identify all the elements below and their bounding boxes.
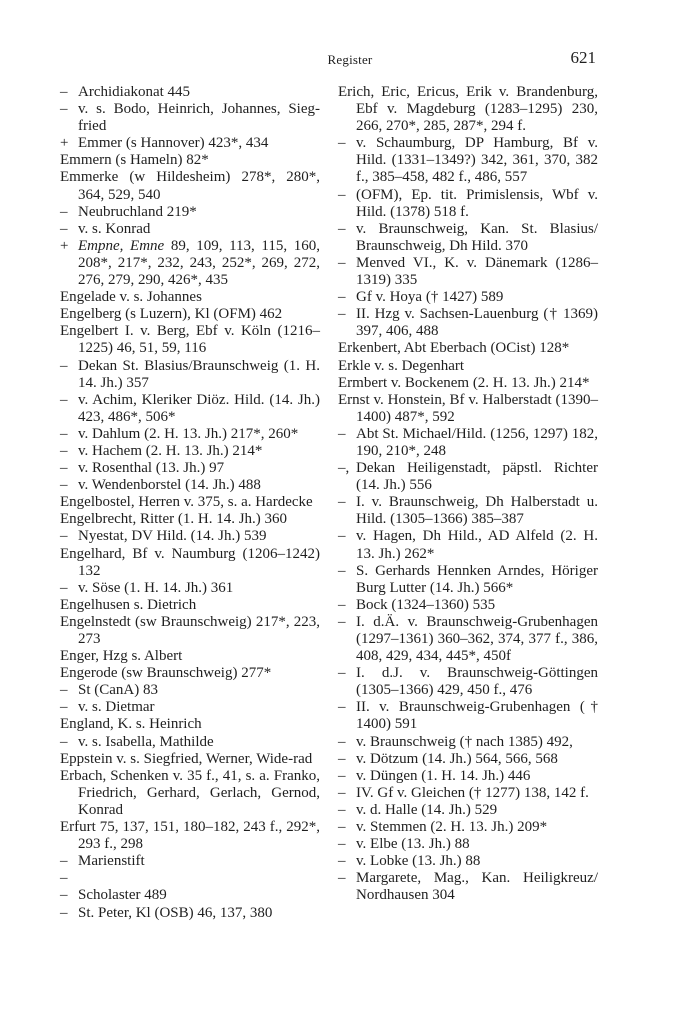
index-entry bbox=[338, 392, 598, 426]
entry-text: 89, 109, 113, 115, 160, 208*, 217*, 232, 243, 252*, 269, 272, 276, 279, 290, 426*, 435 bbox=[78, 237, 321, 289]
entry-text: v. s. Bodo, Heinrich, Johannes, Sieg-fried bbox=[78, 101, 320, 135]
entry-text: St (CanA) 83 bbox=[78, 682, 158, 699]
entry-text: Erbach, Schenken v. 35 f., 41, s. a. Franko, Friedrich, Gerhard, Gerlach, Gernod, Konrad bbox=[60, 767, 320, 818]
index-entry bbox=[60, 221, 320, 238]
entry-text: v. s. Konrad bbox=[78, 220, 151, 237]
entry-prefix: – bbox=[60, 391, 68, 408]
index-entry bbox=[338, 665, 598, 699]
entry-text: Gf v. Hoya († 1427) 589 bbox=[356, 289, 504, 306]
entry-prefix: – bbox=[338, 801, 346, 818]
entry-text: Abt St. Michael/Hild. (1256, 1297) 182, 190, 210*, 248 bbox=[356, 425, 598, 459]
index-entry bbox=[60, 204, 320, 221]
entry-text: Archidiakonat 445 bbox=[78, 84, 191, 100]
entry-text: Emmer (s Hannover) 423*, 434 bbox=[78, 135, 269, 152]
index-entry bbox=[338, 734, 598, 751]
entry-text: Margarete, Mag., Kan. Heiligkreuz/ Nordhausen 304 bbox=[356, 870, 598, 904]
entry-text: Engelbostel, Herren v. 375, s. a. Hardecke bbox=[60, 494, 313, 511]
entry-prefix: – bbox=[60, 357, 68, 374]
entry-text: Engelnstedt (sw Braunschweig) 217*, 223, 273 bbox=[60, 613, 320, 647]
entry-text: v. Hachem (2. H. 13. Jh.) 214* bbox=[78, 442, 263, 459]
index-entry bbox=[338, 563, 598, 597]
entry-text: v. Rosenthal (13. Jh.) 97 bbox=[78, 460, 225, 477]
entry-prefix: + bbox=[60, 237, 69, 254]
index-entry bbox=[338, 751, 598, 768]
index-entry bbox=[60, 819, 320, 853]
entry-prefix: – bbox=[338, 528, 346, 545]
entry-prefix: – bbox=[338, 819, 346, 836]
entry-text: Erkle v. s. Degenhart bbox=[338, 357, 465, 374]
index-entry bbox=[338, 528, 598, 562]
index-entry bbox=[60, 443, 320, 460]
entry-prefix: – bbox=[338, 494, 346, 511]
entry-text: Engelhusen s. Dietrich bbox=[60, 596, 197, 613]
index-entry bbox=[338, 289, 598, 306]
entry-text: I. v. Braunschweig, Dh Halberstadt u. Hild. (1305–1366) 385–387 bbox=[356, 494, 598, 528]
index-entry bbox=[60, 699, 320, 716]
entry-prefix: – bbox=[60, 853, 68, 870]
index-entry bbox=[60, 460, 320, 477]
index-entry bbox=[60, 768, 320, 819]
index-entry bbox=[60, 477, 320, 494]
entry-text: Scholaster 489 bbox=[78, 887, 167, 904]
index-entry bbox=[338, 819, 598, 836]
entry-prefix: – bbox=[60, 425, 68, 442]
index-entry bbox=[60, 905, 320, 922]
entry-text: v. Hagen, Dh Hild., AD Alfeld (2. H. 13. Jh.) 262* bbox=[356, 528, 598, 562]
entry-prefix: – bbox=[338, 733, 346, 750]
entry-text: Ernst v. Honstein, Bf v. Halberstadt (1390–1400) 487*, 592 bbox=[338, 391, 598, 425]
entry-text: I. d.J. v. Braunschweig-Göttingen (1305–1366) 429, 450 f., 476 bbox=[356, 665, 598, 699]
entry-text: Erich, Eric, Ericus, Erik v. Brandenburg, Ebf v. Magdeburg (1283–1295) 230, 266, 270*, 285, 287*, 294 f. bbox=[338, 84, 598, 135]
entry-text: v. Stemmen (2. H. 13. Jh.) 209* bbox=[356, 819, 548, 836]
index-entry bbox=[338, 699, 598, 733]
index-entry bbox=[338, 187, 598, 221]
entry-text: Eppstein v. s. Siegfried, Werner, Wide-rad bbox=[60, 750, 313, 767]
index-entry bbox=[60, 494, 320, 511]
entry-prefix: – bbox=[60, 699, 68, 716]
entry-text: v. Schaumburg, DP Hamburg, Bf v. Hild. (1331–1349?) 342, 361, 370, 382 f., 385–458, 482 f., 486, 557 bbox=[356, 135, 598, 186]
index-entry bbox=[60, 511, 320, 528]
index-entry bbox=[338, 494, 598, 528]
index-entry bbox=[60, 870, 320, 904]
index-entry bbox=[60, 614, 320, 648]
entry-prefix: – bbox=[60, 442, 68, 459]
entry-prefix: – bbox=[338, 425, 346, 442]
entry-prefix: – bbox=[338, 870, 346, 887]
entry-prefix: – bbox=[60, 733, 68, 750]
entry-prefix: – bbox=[338, 289, 346, 306]
entry-prefix: – bbox=[338, 220, 346, 237]
entry-text: Neubruchland 219* bbox=[78, 203, 197, 220]
index-entry bbox=[60, 238, 320, 289]
index-entry bbox=[60, 528, 320, 545]
index-column-left bbox=[60, 84, 320, 922]
entry-text: v. Elbe (13. Jh.) 88 bbox=[356, 836, 470, 853]
entry-prefix: – bbox=[338, 562, 346, 579]
entry-prefix: – bbox=[338, 613, 346, 630]
entry-prefix: – bbox=[338, 699, 346, 716]
index-entry bbox=[338, 135, 598, 186]
index-entry bbox=[60, 392, 320, 426]
index-entry bbox=[338, 255, 598, 289]
index-entry bbox=[60, 152, 320, 169]
entry-text: II. Hzg v. Sachsen-Lauenburg († 1369) 397, 406, 488 bbox=[356, 306, 598, 340]
entry-text: Marienstift bbox=[78, 853, 145, 870]
entry-prefix: – – bbox=[60, 870, 68, 904]
entry-prefix: – bbox=[60, 460, 68, 477]
entry-text: Engelbert I. v. Berg, Ebf v. Köln (1216–1225) 46, 51, 59, 116 bbox=[60, 323, 320, 357]
index-entry bbox=[338, 358, 598, 375]
entry-prefix: – bbox=[60, 904, 68, 921]
entry-prefix: – bbox=[60, 84, 68, 100]
index-entry bbox=[60, 135, 320, 152]
index-entry bbox=[338, 785, 598, 802]
index-entry bbox=[338, 375, 598, 392]
entry-text: Enger, Hzg s. Albert bbox=[60, 648, 183, 665]
index-entry bbox=[338, 853, 598, 870]
index-entry bbox=[338, 426, 598, 460]
entry-text: v. s. Isabella, Mathilde bbox=[78, 733, 214, 750]
index-entry bbox=[338, 460, 598, 494]
entry-prefix: – bbox=[338, 596, 346, 613]
index-column-right bbox=[338, 84, 598, 905]
index-entry bbox=[60, 734, 320, 751]
index-entry bbox=[338, 768, 598, 785]
entry-text: v. Braunschweig († nach 1385) 492, bbox=[356, 733, 573, 750]
entry-prefix: – bbox=[338, 836, 346, 853]
entry-prefix: – bbox=[60, 101, 68, 118]
entry-prefix: – bbox=[338, 186, 346, 203]
index-entry bbox=[60, 580, 320, 597]
index-entry bbox=[60, 751, 320, 768]
index-entry bbox=[60, 546, 320, 580]
index-entry bbox=[60, 289, 320, 306]
entry-prefix: + bbox=[60, 135, 69, 152]
running-header: Register bbox=[327, 52, 373, 67]
entry-prefix: – bbox=[60, 203, 68, 220]
entry-text: v. Düngen (1. H. 14. Jh.) 446 bbox=[356, 767, 531, 784]
entry-prefix: – bbox=[60, 220, 68, 237]
entry-text: Engelberg (s Luzern), Kl (OFM) 462 bbox=[60, 306, 283, 323]
index-entry bbox=[338, 836, 598, 853]
index-entry bbox=[338, 340, 598, 357]
entry-text: Menved VI., K. v. Dänemark (1286–1319) 335 bbox=[356, 254, 598, 289]
entry-prefix: – bbox=[338, 767, 346, 784]
entry-text: S. Gerhards Hennken Arndes, Höriger Burg Lutter (14. Jh.) 566* bbox=[356, 562, 598, 596]
entry-prefix: – bbox=[338, 306, 346, 323]
entry-text: v. Lobke (13. Jh.) 88 bbox=[356, 853, 481, 870]
entry-text: v. Dahlum (2. H. 13. Jh.) 217*, 260* bbox=[78, 425, 299, 442]
index-entry bbox=[338, 306, 598, 340]
entry-text: Engelhard, Bf v. Naumburg (1206–1242) 132 bbox=[60, 545, 320, 579]
entry-prefix: – bbox=[60, 579, 68, 596]
index-entry bbox=[60, 853, 320, 870]
index-entry bbox=[60, 358, 320, 392]
entry-prefix: – bbox=[60, 682, 68, 699]
index-entry bbox=[60, 597, 320, 614]
index-entry bbox=[60, 648, 320, 665]
index-entry bbox=[338, 870, 598, 904]
entry-text: Emmerke (w Hildesheim) 278*, 280*, 364, 529, 540 bbox=[60, 169, 320, 203]
index-entry bbox=[338, 597, 598, 614]
entry-text: Bock (1324–1360) 535 bbox=[356, 596, 496, 613]
index-entry bbox=[60, 84, 320, 101]
entry-prefix: – bbox=[338, 135, 346, 152]
entry-text: v. Braunschweig, Kan. St. Blasius/ Braunschweig, Dh Hild. 370 bbox=[356, 220, 598, 254]
entry-text: v. d. Halle (14. Jh.) 529 bbox=[356, 801, 498, 818]
entry-prefix: – bbox=[60, 528, 68, 545]
entry-prefix: – bbox=[338, 853, 346, 870]
entry-prefix: – bbox=[338, 750, 346, 767]
entry-text: Erfurt 75, 137, 151, 180–182, 243 f., 292*, 293 f., 298 bbox=[60, 819, 320, 853]
index-entry bbox=[338, 802, 598, 819]
index-entry bbox=[60, 306, 320, 323]
index-entry bbox=[60, 169, 320, 203]
entry-text: Emmern (s Hameln) 82* bbox=[60, 152, 209, 169]
entry-prefix: – bbox=[338, 665, 346, 682]
index-entry bbox=[60, 101, 320, 135]
entry-text: IV. Gf v. Gleichen († 1277) 138, 142 f. bbox=[356, 784, 589, 801]
entry-text: Engelbrecht, Ritter (1. H. 14. Jh.) 360 bbox=[60, 511, 288, 528]
entry-text: Ermbert v. Bockenem (2. H. 13. Jh.) 214* bbox=[338, 374, 590, 391]
index-entry bbox=[338, 221, 598, 255]
entry-prefix: –, bbox=[338, 460, 350, 477]
entry-text: v. Dötzum (14. Jh.) 564, 566, 568 bbox=[356, 750, 558, 767]
entry-text: (OFM), Ep. tit. Primislensis, Wbf v. Hild. (1378) 518 f. bbox=[356, 186, 598, 220]
page-number: 621 bbox=[570, 48, 596, 67]
index-entry bbox=[338, 614, 598, 665]
entry-text: v. Söse (1. H. 14. Jh.) 361 bbox=[78, 579, 234, 596]
entry-prefix: – bbox=[338, 254, 346, 271]
entry-text: v. s. Dietmar bbox=[78, 699, 155, 716]
entry-text: Nyestat, DV Hild. (14. Jh.) 539 bbox=[78, 528, 267, 545]
entry-text: II. v. Braunschweig-Grubenhagen († 1400) 591 bbox=[356, 699, 598, 733]
entry-text: v. Wendenborstel (14. Jh.) 488 bbox=[78, 477, 261, 494]
entry-text: St. Peter, Kl (OSB) 46, 137, 380 bbox=[78, 904, 273, 921]
index-entry bbox=[338, 84, 598, 135]
entry-italic-term: Empne, Emne bbox=[78, 237, 165, 254]
entry-text: I. d.Ä. v. Braunschweig-Grubenhagen (1297–1361) 360–362, 374, 377 f., 386, 408, 429, 434, 445*, 450f bbox=[356, 613, 598, 665]
entry-text: Erkenbert, Abt Eberbach (OCist) 128* bbox=[338, 340, 570, 357]
index-entry bbox=[60, 716, 320, 733]
index-entry bbox=[60, 426, 320, 443]
entry-text: Engerode (sw Braunschweig) 277* bbox=[60, 665, 272, 682]
index-entry bbox=[60, 323, 320, 357]
entry-prefix: – bbox=[60, 477, 68, 494]
entry-text: Dekan Heiligenstadt, päpstl. Richter (14. Jh.) 556 bbox=[356, 460, 598, 494]
entry-text: England, K. s. Heinrich bbox=[60, 716, 202, 733]
index-entry bbox=[60, 665, 320, 682]
entry-text: v. Achim, Kleriker Diöz. Hild. (14. Jh.) 423, 486*, 506* bbox=[78, 391, 320, 425]
entry-text: Dekan St. Blasius/Braunschweig (1. H. 14. Jh.) 357 bbox=[78, 357, 320, 391]
entry-text: Engelade v. s. Johannes bbox=[60, 289, 202, 306]
index-entry bbox=[60, 682, 320, 699]
entry-prefix: – bbox=[338, 784, 346, 801]
